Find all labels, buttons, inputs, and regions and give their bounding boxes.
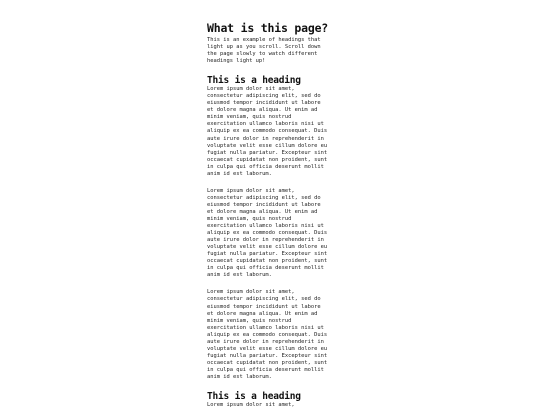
section-heading: This is a heading xyxy=(207,391,301,403)
lorem-paragraph: Lorem ipsum dolor sit amet, consectetur adipiscing elit, sed do eiusmod tempor incididunt ut labore et dolore magna aliqua. Ut enim ad minim veniam, quis nostrud exercitation ullamco laboris nisi ut aliquip ex ea commodo consequat. Duis aute irure dolor in reprehenderit in voluptate velit esse cillum dolore eu fugiat nulla pariatur. Excepteur sint occaecat cupidatat non proident, sunt in culpa qui officia deserunt mollit anim id est laborum. xyxy=(207,187,328,279)
content-section-2 xyxy=(207,391,335,409)
lorem-paragraph: Lorem ipsum dolor sit amet, xyxy=(207,402,295,409)
page-title: What is this page? xyxy=(207,21,329,35)
intro-text: This is an example of headings that light up as you scroll. Scroll down the page slowly to watch different headings light up! xyxy=(207,37,321,65)
article-column xyxy=(207,22,335,419)
lorem-paragraph: Lorem ipsum dolor sit amet, consectetur adipiscing elit, sed do eiusmod tempor incididunt ut labore et dolore magna aliqua. Ut enim ad minim veniam, quis nostrud exercitation ullamco laboris nisi ut aliquip ex ea commodo consequat. Duis aute irure dolor in reprehenderit in voluptate velit esse cillum dolore eu fugiat nulla pariatur. Excepteur sint occaecat cupidatat non proident, sunt in culpa qui officia deserunt mollit anim id est laborum. xyxy=(207,289,328,380)
intro-section xyxy=(207,22,335,65)
section-heading: This is a heading xyxy=(207,75,301,87)
lorem-paragraph: Lorem ipsum dolor sit amet, consectetur adipiscing elit, sed do eiusmod tempor incididunt ut labore et dolore magna aliqua. Ut enim ad minim veniam, quis nostrud exercitation ullamco laboris nisi ut aliquip ex ea commodo consequat. Duis aute irure dolor in reprehenderit in voluptate velit esse cillum dolore eu fugiat nulla pariatur. Excepteur sint occaecat cupidatat non proident, sunt in culpa qui officia deserunt mollit anim id est laborum. xyxy=(207,86,328,177)
content-section-1 xyxy=(207,75,335,381)
